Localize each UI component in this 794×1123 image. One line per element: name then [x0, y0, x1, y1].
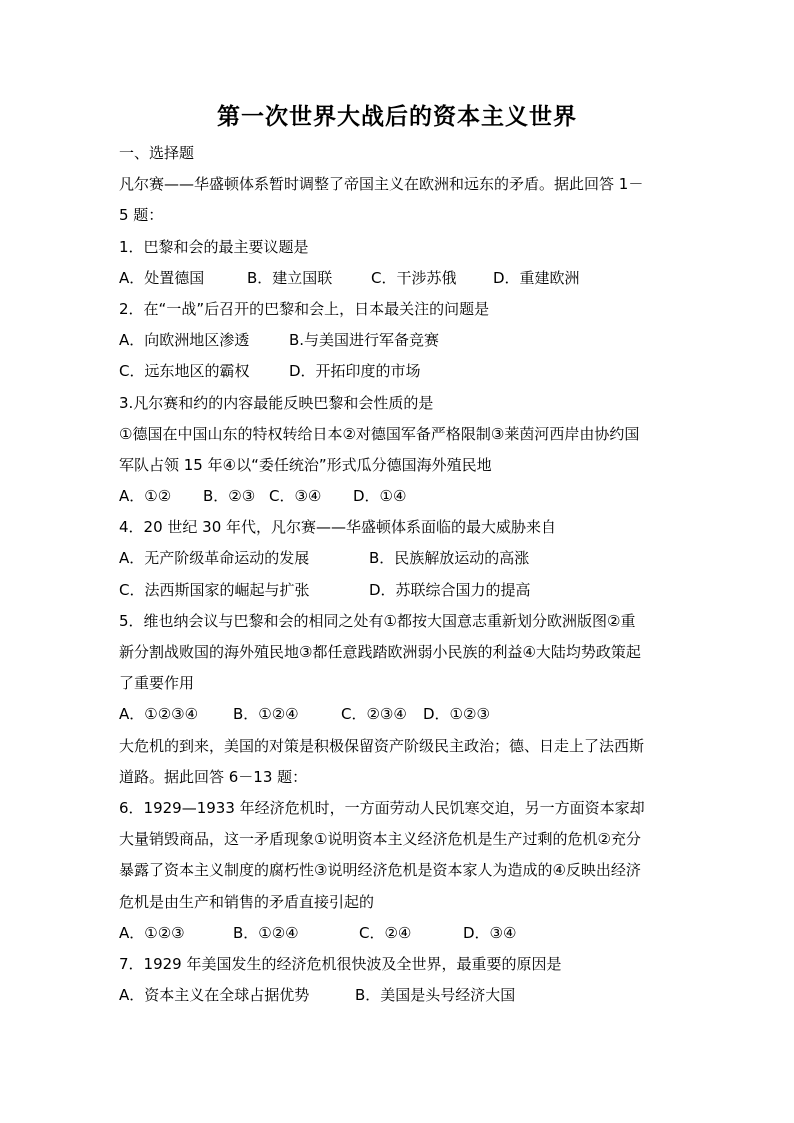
option-a: A．资本主义在全球占据优势 — [119, 986, 310, 1005]
option-d: D．苏联综合国力的提高 — [369, 580, 531, 599]
option-b: B．①②④ — [233, 705, 299, 724]
question-6-text: 大量销毁商品，这一矛盾现象①说明资本主义经济危机是生产过剩的危机②充分 — [119, 830, 641, 849]
question-5-text: 了重要作用 — [119, 674, 195, 693]
option-b: B.与美国进行军备竞赛 — [289, 331, 440, 350]
option-d: D．③④ — [463, 923, 517, 942]
question-4-options-row1 — [119, 543, 679, 574]
question-5-text: 新分割战败国的海外殖民地③都任意践踏欧洲弱小民族的利益④大陆均势政策起 — [119, 643, 641, 661]
option-d: D．①④ — [353, 487, 407, 506]
question-5-text: 5．维也纳会议与巴黎和会的相同之处有①都按大国意志重新划分欧洲版图②重 — [119, 611, 636, 630]
question-6-options — [119, 918, 679, 949]
intro-line: 大危机的到来，美国的对策是积极保留资产阶级民主政治；德、日走上了法西斯 — [119, 736, 645, 755]
question-1-options — [119, 263, 679, 294]
question-2-options-row1 — [119, 325, 679, 356]
option-c: C．②③④ — [341, 705, 407, 724]
question-7-options — [119, 980, 679, 1011]
question-3-options — [119, 481, 679, 512]
option-c: C．②④ — [359, 923, 412, 942]
option-b: B．②③ — [203, 487, 256, 506]
section-heading: 一、选择题 — [119, 144, 195, 162]
option-b: B．①②④ — [233, 923, 299, 942]
option-a: A．无产阶级革命运动的发展 — [119, 549, 310, 568]
question-7-stem: 7．1929 年美国发生的经济危机很快波及全世界，最重要的原因是 — [119, 954, 562, 973]
option-a: A．处置德国 — [119, 268, 205, 287]
option-c: C．干涉苏俄 — [371, 268, 457, 287]
option-b: B．美国是头号经济大国 — [355, 986, 516, 1005]
option-b: B．民族解放运动的高涨 — [369, 549, 530, 568]
option-c: C．法西斯国家的崛起与扩张 — [119, 580, 310, 599]
question-4-options-row2 — [119, 575, 679, 606]
question-2-stem: 2．在“一战”后召开的巴黎和会上，日本最关注的问题是 — [119, 299, 490, 318]
document-body — [119, 138, 679, 1011]
question-3-text: 军队占领 15 年④以“委任统治”形式瓜分德国海外殖民地 — [119, 455, 492, 474]
option-a: A．①② — [119, 487, 172, 506]
option-c: C．远东地区的霸权 — [119, 362, 250, 381]
option-d: D．重建欧洲 — [493, 268, 580, 287]
question-3-stem: 3.凡尔赛和约的内容最能反映巴黎和会性质的是 — [119, 393, 434, 412]
question-4-stem: 4．20 世纪 30 年代，凡尔赛——华盛顿体系面临的最大威胁来自 — [119, 518, 557, 537]
question-3-text: ①德国在中国山东的特权转给日本②对德国军备严格限制③莱茵河西岸由协约国 — [119, 424, 640, 443]
question-6-text: 危机是由生产和销售的矛盾直接引起的 — [119, 892, 375, 911]
intro-line: 凡尔赛——华盛顿体系暂时调整了帝国主义在欧洲和远东的矛盾。据此回答 1－ — [119, 175, 644, 194]
intro-line: 道路。据此回答 6－13 题： — [119, 767, 308, 786]
option-a: A．向欧洲地区渗透 — [119, 331, 250, 350]
option-c: C．③④ — [269, 487, 322, 506]
option-d: D．开拓印度的市场 — [289, 362, 421, 381]
intro-line: 5 题： — [119, 206, 164, 225]
option-a: A．①②③④ — [119, 705, 199, 724]
question-2-options-row2 — [119, 356, 679, 387]
question-6-text: 暴露了资本主义制度的腐朽性③说明经济危机是资本家人为造成的④反映出经济 — [119, 861, 641, 880]
option-b: B．建立国联 — [247, 268, 333, 287]
question-5-options — [119, 699, 679, 730]
question-6-text: 6．1929—1933 年经济危机时，一方面劳动人民饥寒交迫，另一方面资本家却 — [119, 798, 645, 817]
option-a: A．①②③ — [119, 923, 185, 942]
option-d: D．①②③ — [423, 705, 490, 724]
question-1-stem: 1．巴黎和会的最主要议题是 — [119, 237, 309, 256]
page-title: 第一次世界大战后的资本主义世界 — [217, 104, 577, 130]
